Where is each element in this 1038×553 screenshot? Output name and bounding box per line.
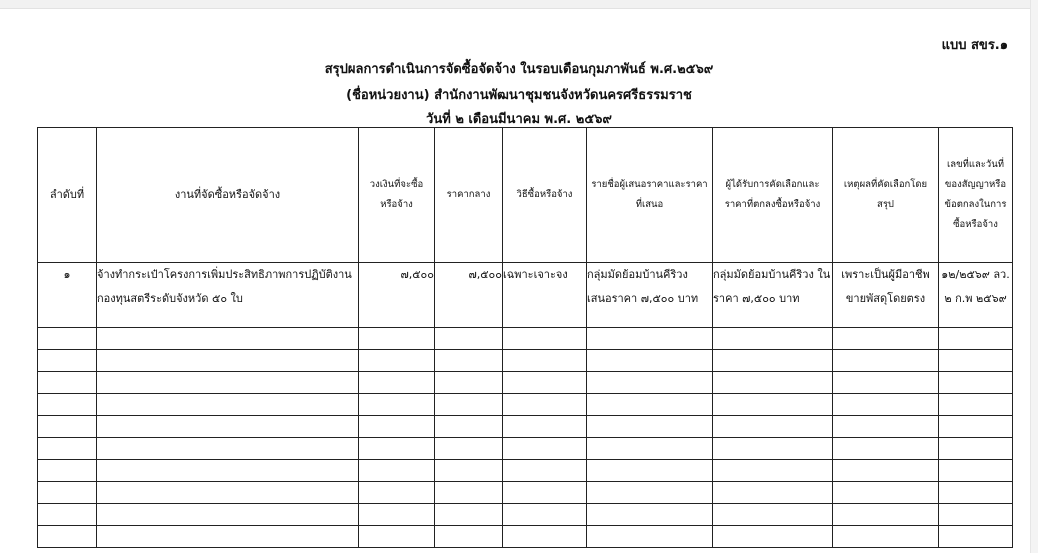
- header-median-price: ราคากลาง: [435, 128, 503, 263]
- cell-winner: กลุ่มมัดย้อมบ้านคีริวง ในราคา ๗,๕๐๐ บาท: [713, 263, 833, 328]
- table-row: [38, 263, 1013, 328]
- cell-contract: ๑๒/๒๕๖๙ ลว. ๒ ก.พ ๒๕๖๙: [939, 263, 1013, 328]
- cell-no: ๑: [38, 263, 97, 328]
- header-work: งานที่จัดซื้อหรือจัดจ้าง: [97, 128, 359, 263]
- empty-table-row: [38, 372, 1013, 394]
- empty-table-row: [38, 504, 1013, 526]
- empty-table-row: [38, 350, 1013, 372]
- header-budget: วงเงินที่จะซื้อหรือจ้าง: [359, 128, 435, 263]
- empty-table-row: [38, 526, 1013, 548]
- header-method: วิธีซื้อหรือจ้าง: [503, 128, 587, 263]
- cell-method: เฉพาะเจาะจง: [503, 263, 587, 328]
- header-contract: เลขที่และวันที่ของสัญญาหรือข้อตกลงในการซื้อหรือจ้าง: [939, 128, 1013, 263]
- header-no: ลำดับที่: [38, 128, 97, 263]
- vertical-scrollbar[interactable]: [1030, 0, 1038, 553]
- empty-table-row: [38, 416, 1013, 438]
- header-winner: ผู้ได้รับการคัดเลือกและราคาที่ตกลงซื้อหรือจ้าง: [713, 128, 833, 263]
- header-bidders: รายชื่อผู้เสนอราคาและราคาที่เสนอ: [587, 128, 713, 263]
- cell-reason: เพราะเป็นผู้มีอาชีพขายพัสดุโดยตรง: [833, 263, 939, 328]
- empty-table-row: [38, 460, 1013, 482]
- procurement-summary-table: [37, 127, 1013, 548]
- empty-table-row: [38, 328, 1013, 350]
- empty-table-row: [38, 482, 1013, 504]
- agency-name: (ชื่อหน่วยงาน) สำนักงานพัฒนาชุมชนจังหวัดนครศรีธรรมราช: [346, 88, 692, 103]
- cell-median-price: ๗,๕๐๐: [435, 263, 503, 328]
- cell-work: จ้างทำกระเป๋าโครงการเพิ่มประสิทธิภาพการปฏิบัติงานกองทุนสตรีระดับจังหวัด ๕๐ ใบ: [97, 263, 359, 328]
- header-reason: เหตุผลที่คัดเลือกโดยสรุป: [833, 128, 939, 263]
- report-date: วันที่ ๒ เดือนมีนาคม พ.ศ. ๒๕๖๙: [426, 112, 612, 127]
- form-code: แบบ สขร.๑: [941, 38, 1008, 53]
- cell-budget: ๗,๕๐๐: [359, 263, 435, 328]
- window-top-edge: [0, 0, 1038, 9]
- cell-bidders: กลุ่มมัดย้อมบ้านคีริวง เสนอราคา ๗,๕๐๐ บาท: [587, 263, 713, 328]
- empty-table-row: [38, 394, 1013, 416]
- empty-table-row: [38, 438, 1013, 460]
- table-header-row: [38, 128, 1013, 263]
- document-title: สรุปผลการดำเนินการจัดซื้อจัดจ้าง ในรอบเดือนกุมภาพันธ์ พ.ศ.๒๕๖๙: [324, 62, 714, 77]
